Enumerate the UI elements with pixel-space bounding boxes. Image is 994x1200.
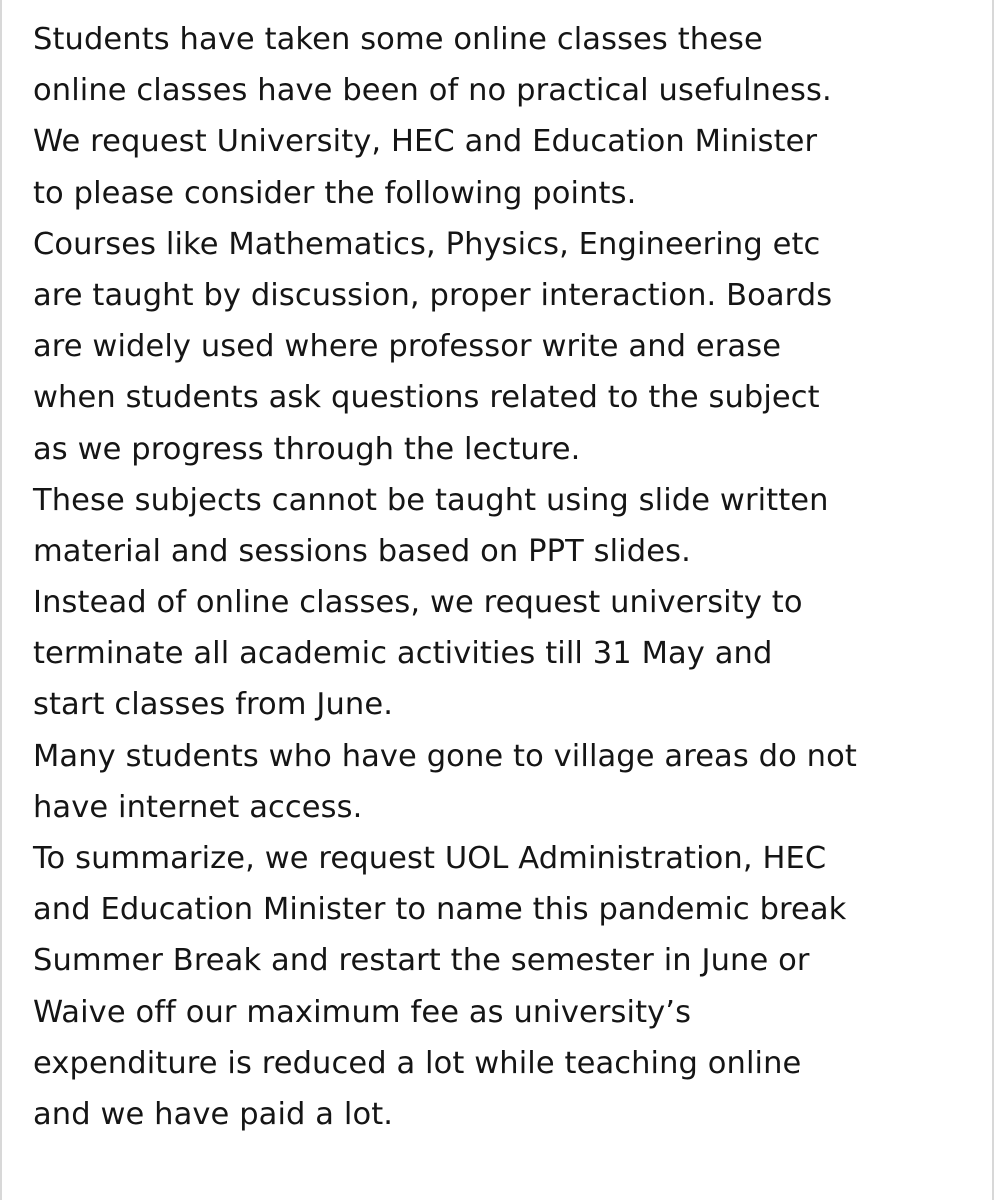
note-line-4: to please consider the following points. <box>33 175 637 211</box>
note-line-5: Courses like Mathematics, Physics, Engineering etc <box>33 226 821 262</box>
note-line-15: Many students who have gone to village areas do not <box>33 738 857 774</box>
note-line-18: and Education Minister to name this pandemic break <box>33 892 847 928</box>
note-line-13: terminate all academic activities till 31 May and <box>33 636 773 672</box>
note-line-16: have internet access. <box>33 789 363 825</box>
note-line-19: Summer Break and restart the semester in June or <box>33 943 810 979</box>
note-line-21: expenditure is reduced a lot while teaching online <box>33 1045 802 1081</box>
note-text <box>33 14 983 1140</box>
note-line-2: online classes have been of no practical usefulness. <box>33 73 832 109</box>
note-line-3: We request University, HEC and Education Minister <box>33 124 818 160</box>
note-line-6: are taught by discussion, proper interaction. Boards <box>33 277 833 313</box>
note-line-9: as we progress through the lecture. <box>33 431 581 467</box>
note-line-8: when students ask questions related to the subject <box>33 380 820 416</box>
note-line-1: Students have taken some online classes these <box>33 22 763 57</box>
note-line-12: Instead of online classes, we request university to <box>33 585 803 621</box>
note-line-10: These subjects cannot be taught using slide written <box>33 482 829 518</box>
note-line-11: material and sessions based on PPT slides. <box>33 533 691 569</box>
note-line-14: start classes from June. <box>33 687 393 723</box>
note-line-22: and we have paid a lot. <box>33 1096 394 1132</box>
note-line-17: To summarize, we request UOL Administration, HEC <box>33 841 827 876</box>
note-line-20: Waive off our maximum fee as university’s <box>33 994 692 1030</box>
note-line-7: are widely used where professor write and erase <box>33 329 782 365</box>
